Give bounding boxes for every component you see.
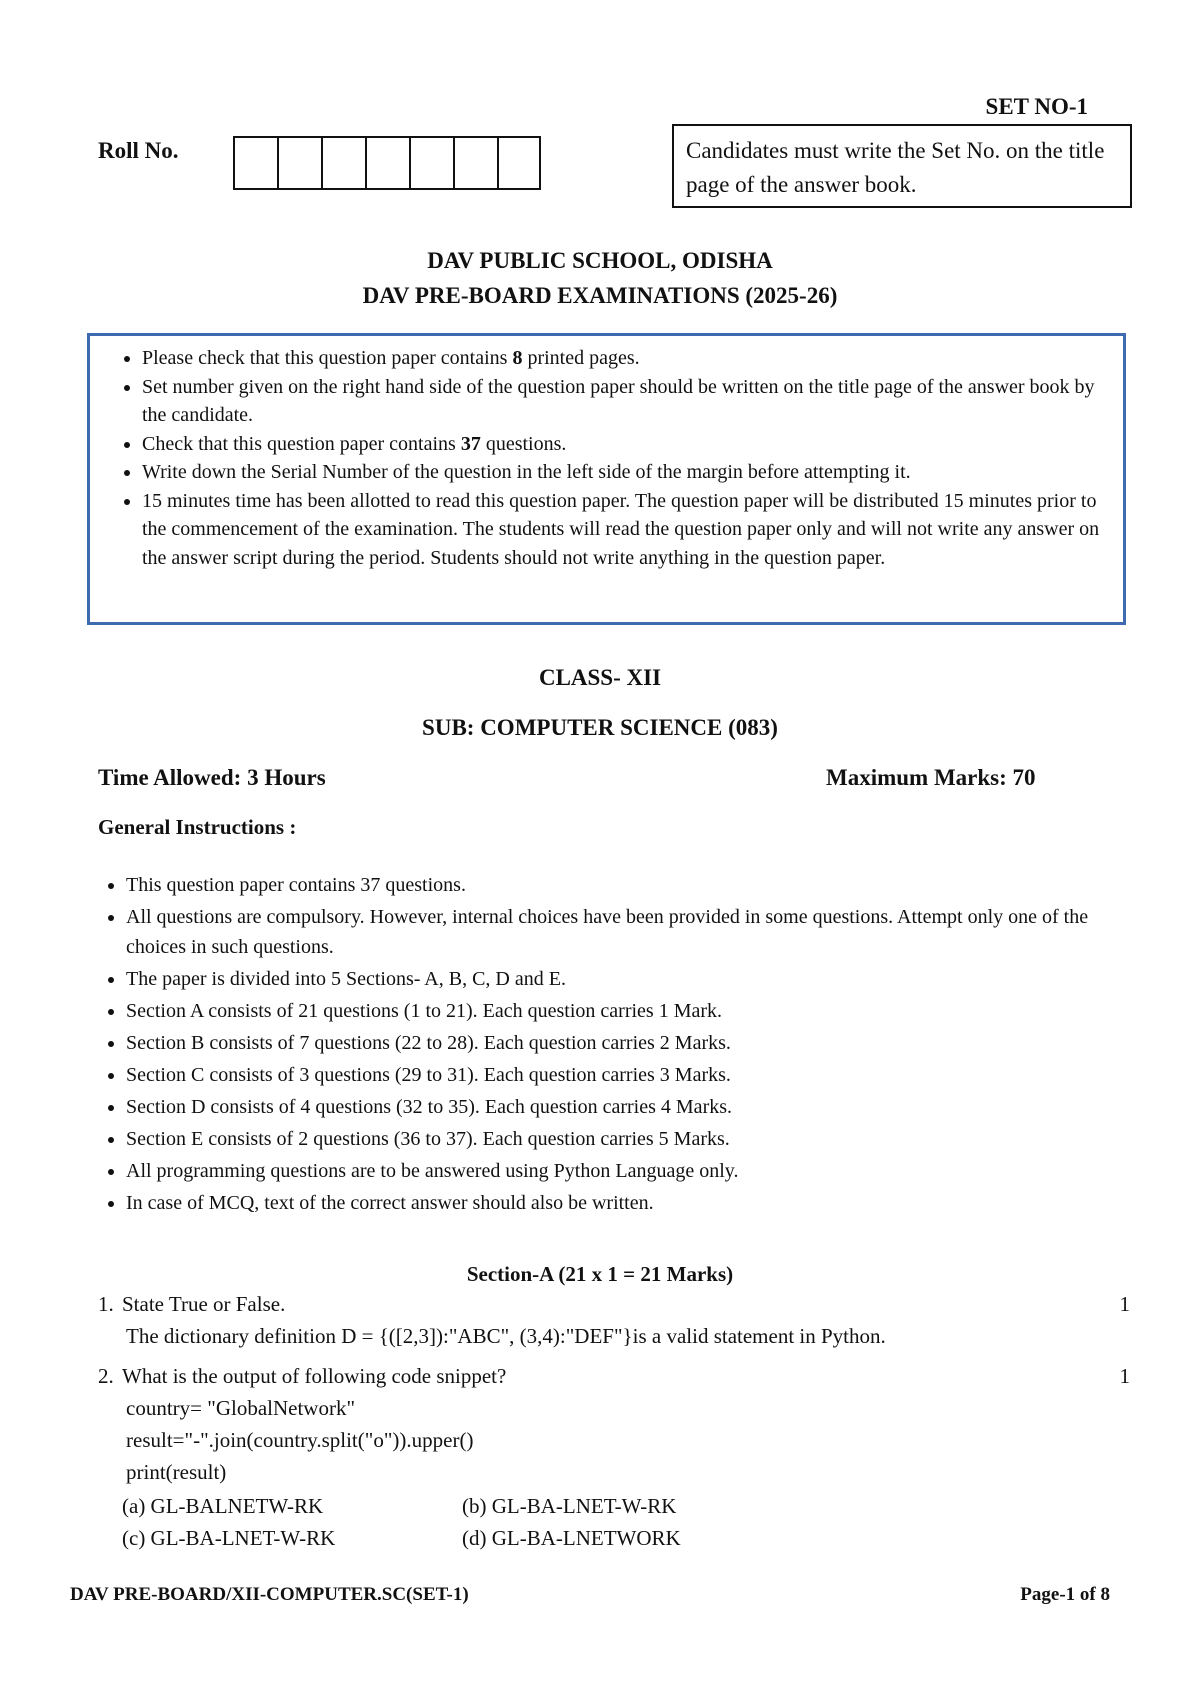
subject-title: SUB: COMPUTER SCIENCE (083) <box>422 715 778 740</box>
option-b: (b) GL-BA-LNET-W-RK <box>462 1494 677 1518</box>
instruction-item: • This question paper contains 37 questions. <box>126 870 1146 900</box>
notice-item: • Check that this question paper contains 37 questions. <box>142 430 1109 459</box>
exam-title: DAV PRE-BOARD EXAMINATIONS (2025-26) <box>362 283 838 308</box>
question-2-marks: 1 <box>1119 1364 1130 1388</box>
general-instructions-list <box>98 870 1146 1220</box>
roll-digit-box <box>453 136 497 190</box>
notice-item: • Set number given on the right hand side of the question paper should be written on the title page of the answer book by the candidate. <box>142 373 1109 430</box>
option-c: (c) GL-BA-LNET-W-RK <box>122 1526 336 1550</box>
notice-item: • 15 minutes time has been allotted to read this question paper. The question paper will be distributed 15 minutes prior to the commencement of the examination. The students will read the question paper only and will not write any answer on the answer script during the period. Students should not write anything in the question paper. <box>142 487 1109 573</box>
instruction-item: • The paper is divided into 5 Sections- A, B, C, D and E. <box>126 964 1146 994</box>
section-a-heading: Section-A (21 x 1 = 21 Marks) <box>466 1262 734 1286</box>
question-2-number: 2. <box>98 1364 114 1388</box>
notice-box <box>87 333 1126 625</box>
instruction-item: • Section B consists of 7 questions (22 to 28). Each question carries 2 Marks. <box>126 1028 1146 1058</box>
code-line: result="-".join(country.split("o")).upper() <box>126 1428 474 1452</box>
roll-digit-box <box>321 136 365 190</box>
question-1-marks: 1 <box>1119 1292 1130 1316</box>
roll-digit-box <box>277 136 321 190</box>
code-line: print(result) <box>126 1460 227 1484</box>
instruction-item: • In case of MCQ, text of the correct answer should also be written. <box>126 1188 1146 1218</box>
roll-number-label: Roll No. <box>98 138 179 163</box>
footer-page-number: Page-1 of 8 <box>1020 1584 1110 1605</box>
question-2-text: What is the output of following code snippet? <box>122 1364 507 1388</box>
set-number: SET NO-1 <box>985 94 1088 119</box>
instruction-item: • Section C consists of 3 questions (29 to 31). Each question carries 3 Marks. <box>126 1060 1146 1090</box>
option-a: (a) GL-BALNETW-RK <box>122 1494 324 1518</box>
school-name: DAV PUBLIC SCHOOL, ODISHA <box>427 248 773 273</box>
roll-digit-box <box>233 136 277 190</box>
question-1-number: 1. <box>98 1292 114 1316</box>
general-instructions-heading: General Instructions : <box>98 815 297 839</box>
instruction-item: • Section A consists of 21 questions (1 to 21). Each question carries 1 Mark. <box>126 996 1146 1026</box>
roll-number-boxes <box>233 136 541 190</box>
set-number-note: Candidates must write the Set No. on the title page of the answer book. <box>672 124 1132 208</box>
class-title: CLASS- XII <box>538 665 662 690</box>
roll-digit-box <box>409 136 453 190</box>
time-allowed: Time Allowed: 3 Hours <box>98 765 326 790</box>
roll-digit-box <box>497 136 541 190</box>
instruction-item: • Section E consists of 2 questions (36 to 37). Each question carries 5 Marks. <box>126 1124 1146 1154</box>
notice-item: • Write down the Serial Number of the question in the left side of the margin before attempting it. <box>142 458 1109 487</box>
instruction-item: • All programming questions are to be answered using Python Language only. <box>126 1156 1146 1186</box>
footer-paper-code: DAV PRE-BOARD/XII-COMPUTER.SC(SET-1) <box>70 1584 469 1605</box>
question-1-detail: The dictionary definition D = {([2,3]):"ABC", (3,4):"DEF"}is a valid statement in Python. <box>126 1324 886 1348</box>
maximum-marks: Maximum Marks: 70 <box>826 765 1036 790</box>
instruction-item: • All questions are compulsory. However, internal choices have been provided in some questions. Attempt only one of the choices in such questions. <box>126 902 1146 962</box>
notice-item: • Please check that this question paper contains 8 printed pages. <box>142 344 1109 373</box>
option-d: (d) GL-BA-LNETWORK <box>462 1526 681 1550</box>
roll-digit-box <box>365 136 409 190</box>
instruction-item: • Section D consists of 4 questions (32 to 35). Each question carries 4 Marks. <box>126 1092 1146 1122</box>
question-1-text: State True or False. <box>122 1292 286 1316</box>
code-line: country= "GlobalNetwork" <box>126 1396 356 1420</box>
